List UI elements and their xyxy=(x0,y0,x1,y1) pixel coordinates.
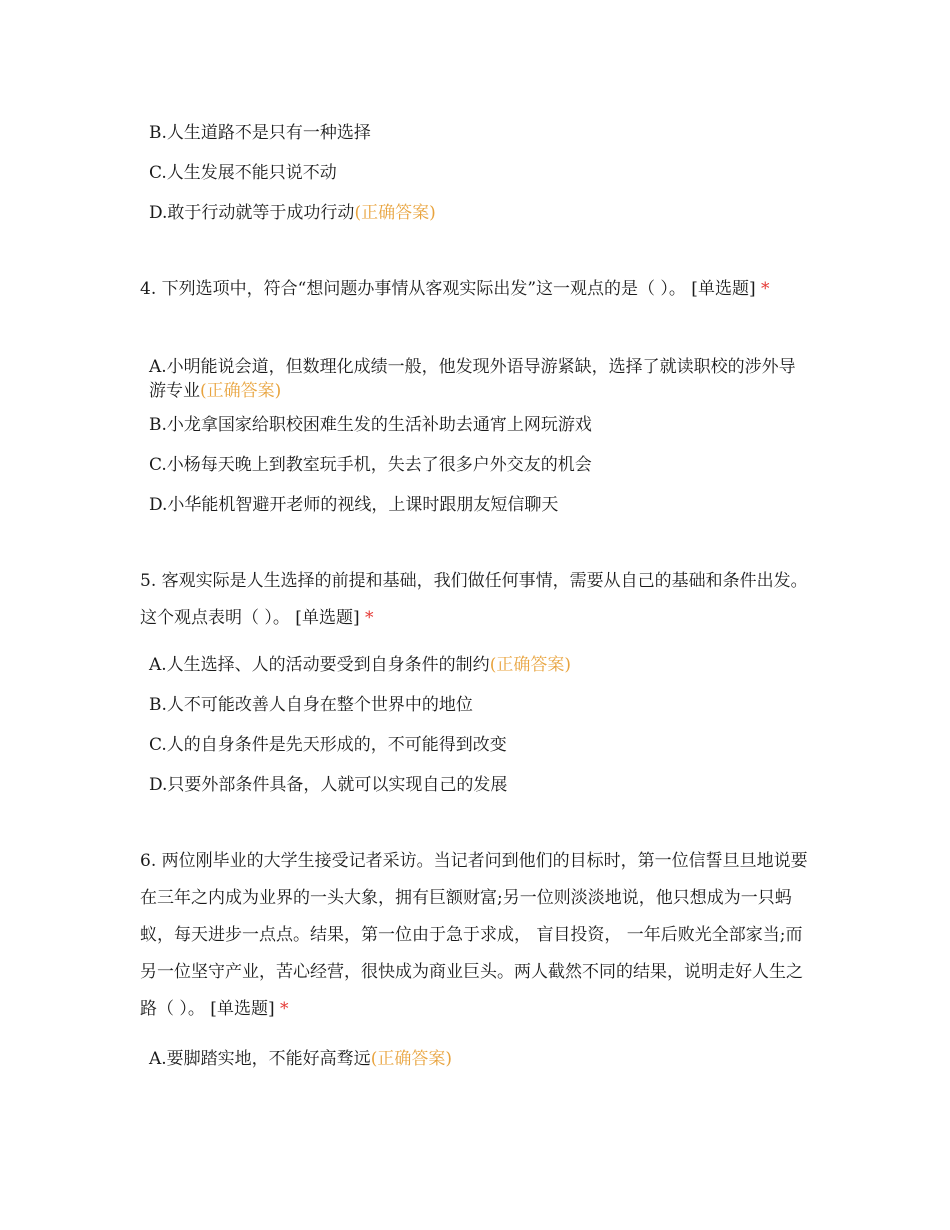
q3-option-b[interactable] xyxy=(149,121,829,145)
q5-option-c[interactable] xyxy=(149,733,829,757)
question-text: 5. 客观实际是人生选择的前提和基础，我们做任何事情，需要从自己的基础和条件出发。这个观点表明（ ）。 [单选题] xyxy=(140,571,808,628)
q4-option-d[interactable] xyxy=(149,493,829,517)
required-marker: * xyxy=(279,999,289,1019)
question-text: 4. 下列选项中，符合“想问题办事情从客观实际出发”这一观点的是（ ）。 [单选题] xyxy=(140,279,756,299)
q4-option-b[interactable] xyxy=(149,413,829,437)
q5-option-a[interactable] xyxy=(149,653,829,677)
option-text: C.人生发展不能只说不动 xyxy=(149,163,337,183)
q3-option-d[interactable] xyxy=(149,201,829,225)
q4-option-a[interactable] xyxy=(149,355,809,403)
option-text: C.人的自身条件是先天形成的，不可能得到改变 xyxy=(149,735,507,755)
q6-stem xyxy=(140,843,812,1028)
q4-option-c[interactable] xyxy=(149,453,829,477)
option-text: A.人生选择、人的活动要受到自身条件的制约 xyxy=(149,655,490,675)
correct-answer-marker: (正确答案) xyxy=(489,655,571,675)
correct-answer-marker: (正确答案) xyxy=(370,1049,452,1069)
q5-option-b[interactable] xyxy=(149,693,829,717)
option-text: B.人生道路不是只有一种选择 xyxy=(149,123,371,143)
required-marker: * xyxy=(760,279,770,299)
q6-option-a[interactable] xyxy=(149,1047,829,1071)
option-text: B.小龙拿国家给职校困难生发的生活补助去通宵上网玩游戏 xyxy=(149,415,592,435)
question-text: 6. 两位刚毕业的大学生接受记者采访。当记者问到他们的目标时，第一位信誓旦旦地说要在三年之内成为业界的一头大象，拥有巨额财富;另一位则淡淡地说，他只想成为一只蚂蚁，每天进步一点点。结果，第一位由于急于求成， 盲目投资， 一年后败光全部家当;而另一位坚守产业，苦心经营，很快成为商业巨头。两人截然不同的结果，说明走好人生之路（ ）。 [单选题] xyxy=(140,851,808,1019)
option-text: D.小华能机智避开老师的视线，上课时跟朋友短信聊天 xyxy=(149,495,559,515)
q3-option-c[interactable] xyxy=(149,161,829,185)
required-marker: * xyxy=(364,608,374,628)
option-text: D.敢于行动就等于成功行动 xyxy=(149,203,355,223)
option-text: B.人不可能改善人自身在整个世界中的地位 xyxy=(149,695,473,715)
correct-answer-marker: (正确答案) xyxy=(200,381,282,401)
option-text: A.要脚踏实地，不能好高骛远 xyxy=(149,1049,371,1069)
option-text: A.小明能说会道，但数理化成绩一般，他发现外语导游紧缺，选择了就读职校的涉外导游专业 xyxy=(149,357,796,401)
option-text: D.只要外部条件具备，人就可以实现自己的发展 xyxy=(149,775,508,795)
q5-option-d[interactable] xyxy=(149,773,829,797)
q4-stem xyxy=(140,271,812,308)
option-text: C.小杨每天晚上到教室玩手机，失去了很多户外交友的机会 xyxy=(149,455,592,475)
q5-stem xyxy=(140,563,812,637)
correct-answer-marker: (正确答案) xyxy=(354,203,436,223)
